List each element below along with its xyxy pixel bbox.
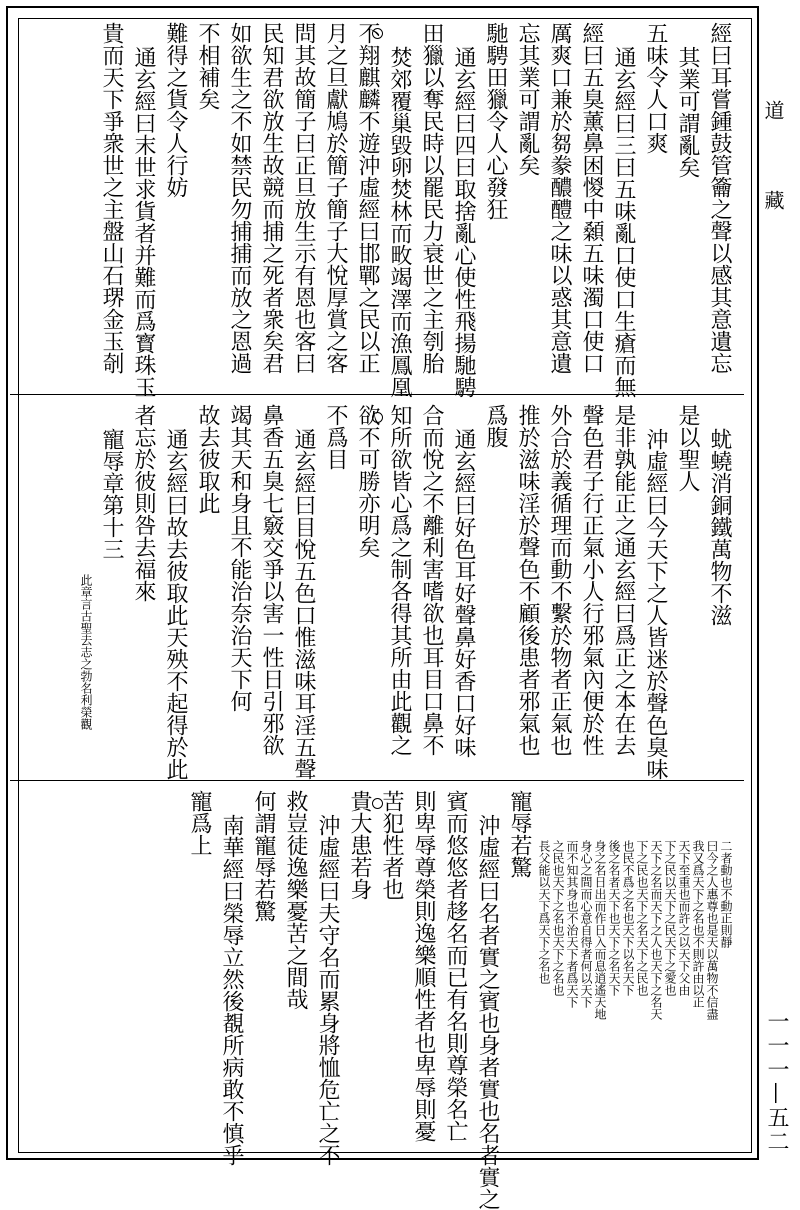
text-column: 蚘蟯消銅鐵萬物不滋 <box>707 428 732 626</box>
commentary-column: 曰今之人惠尊也是天以萬物不信盡 <box>705 840 719 1020</box>
commentary-column: 而不知其身也不治天下者爲天下 <box>565 840 579 1008</box>
text-column: 賓而悠悠者趍名而已有名則尊榮名亡 <box>443 790 468 1142</box>
commentary-block <box>538 790 732 1152</box>
text-column: 欲不可勝亦明矣 <box>355 404 380 558</box>
commentary-column: 之民也天下之名也天下之名也 <box>551 840 565 996</box>
text-column: 不翔麒麟不遊沖虛經曰邯鄲之民以正 <box>355 22 380 374</box>
text-column: 馳騁田獵令人心發狂 <box>483 22 508 220</box>
section-circle-mark <box>372 412 383 423</box>
commentary-column: 天下至重也而許之以天下父由 <box>677 840 691 996</box>
text-column: 何謂寵辱若驚 <box>251 790 276 922</box>
commentary-column: 我又爲天下之名也不則許由以正 <box>691 840 705 1008</box>
text-column: 厲爽口兼於芻豢醲醴之味以惑其意遺 <box>547 22 572 374</box>
commentary-column: 下之民以天下之民天下之愛也 <box>663 840 677 996</box>
text-column: 知所欲皆心爲之制各得其所由此觀之 <box>387 404 412 756</box>
text-column: 通玄經曰末世求貨者并難而爲寳珠玉 <box>131 46 156 398</box>
text-column: 如欲生之不如禁民勿捕捕而放之恩過 <box>227 22 252 374</box>
text-column: 民知君欲放生故競而捕之死者衆矣君 <box>259 22 284 374</box>
text-column: 是以聖人 <box>675 404 700 492</box>
text-column: 不爲目 <box>323 404 348 470</box>
panel-2 <box>10 400 744 780</box>
text-column: 忘其業可謂亂矣 <box>515 22 540 176</box>
margin-title: 藏 <box>761 190 785 210</box>
text-column: 通玄經曰故去彼取此天殃不起得於此 <box>163 428 188 780</box>
text-column: 焚郊覆巢毀卵焚林而畋竭澤而漁鳳凰 <box>387 46 412 398</box>
text-column: 寵爲上 <box>187 790 212 856</box>
text-column: 南華經曰榮辱立然後覩所病敢不慎乎 <box>219 814 244 1166</box>
text-column: 通玄經曰三曰五味亂口使口生瘡而無 <box>611 46 636 398</box>
text-column: 貴而天下爭衆世之主盤山石琾金玉剞 <box>99 22 124 374</box>
text-column: 問其故簡子曰正旦放生示有恩也客曰 <box>291 22 316 374</box>
text-column: 不相補矣 <box>195 22 220 110</box>
text-column: 其業可謂亂矣 <box>675 46 700 178</box>
chapter-title: 寵辱章第十三 <box>99 428 124 560</box>
text-column: 田獵以奪民時以罷民力衰世之主刳胎 <box>419 22 444 374</box>
commentary-column: 後之名者天下也天下之名天下 <box>607 840 621 996</box>
text-column: 沖虛經曰名者實之賓也身者實也名者實之 <box>475 814 500 1210</box>
text-column: 通玄經曰目悅五色口惟滋味耳淫五聲 <box>291 428 316 780</box>
text-column: 經曰耳嘗鍾鼓管籥之聲以感其意遺忘 <box>707 22 732 374</box>
text-column: 外合於義循理而動不繫於物者正氣也 <box>547 404 572 756</box>
section-circle-mark <box>372 28 383 39</box>
commentary-column: 長父能以天下爲天下之名也 <box>537 840 551 984</box>
text-column: 合而悅之不離利害嗜欲也耳目口鼻不 <box>419 404 444 756</box>
text-column: 則卑辱尊榮則逸樂順性者也卑辱則憂 <box>411 790 436 1142</box>
text-column: 苦犯性者也 <box>379 790 404 900</box>
commentary-column: 天下之名而天下之人也天下之名天 <box>649 840 663 1020</box>
text-column: 寵辱若驚 <box>507 790 532 878</box>
text-column: 推於滋味淫於聲色不顧後患者邪氣也 <box>515 404 540 756</box>
chapter-note: 此章言古聖去志之勃名利榮觀 <box>79 574 93 730</box>
text-column: 是非孰能正之通玄經曰爲正之本在去 <box>611 404 636 756</box>
text-column: 通玄經曰好色耳好聲鼻好香口好味 <box>451 428 476 758</box>
section-circle-mark <box>372 798 383 809</box>
commentary-column: 二者動也不動正則靜 <box>719 840 733 948</box>
text-column: 爲腹 <box>483 404 508 448</box>
commentary-column: 身之名日出而作日入而息逍遙天地 <box>593 840 607 1020</box>
text-column: 沖虛經曰夫守名而累身將恤危亡之不 <box>315 814 340 1166</box>
text-column: 鼻香五臭七竅交爭以害一性日引邪欲 <box>259 404 284 756</box>
text-column: 難得之貨令人行妨 <box>163 22 188 198</box>
text-column: 月之旦獻鳩於簡子簡子大悅厚賞之客 <box>323 22 348 374</box>
commentary-column: 下之民也天下之名天下之民也 <box>635 840 649 996</box>
panel-divider-2 <box>10 780 744 781</box>
margin-title: 道 <box>761 100 785 120</box>
text-column: 通玄經曰四曰取捨亂心使性飛揚馳騁 <box>451 46 476 398</box>
text-column: 故去彼取此 <box>195 404 220 514</box>
text-column: 者忘於彼則咎去福來 <box>131 404 156 602</box>
panel-3 <box>10 786 744 1210</box>
text-column: 經曰五臭薰鼻困惾中顙五味濁口使口 <box>579 22 604 374</box>
text-column: 五味令人口爽 <box>643 22 668 154</box>
panel-1 <box>10 18 744 398</box>
folio-number: 一一一—五二 <box>764 1010 789 1154</box>
text-column: 沖虛經曰今天下之人皆迷於聲色臭味 <box>643 428 668 780</box>
text-column: 竭其天和身且不能治奈治天下何 <box>227 404 252 712</box>
text-column: 救豈徒逸樂憂苦之間哉 <box>283 790 308 1010</box>
text-column: 貴大患若身 <box>347 790 372 900</box>
commentary-column: 也民不爲之名也天下以名天下 <box>621 840 635 996</box>
text-column: 聲色君子行正氣小人行邪氣內便於性 <box>579 404 604 756</box>
commentary-column: 身心之間而心意自得者何以天下 <box>579 840 593 1008</box>
